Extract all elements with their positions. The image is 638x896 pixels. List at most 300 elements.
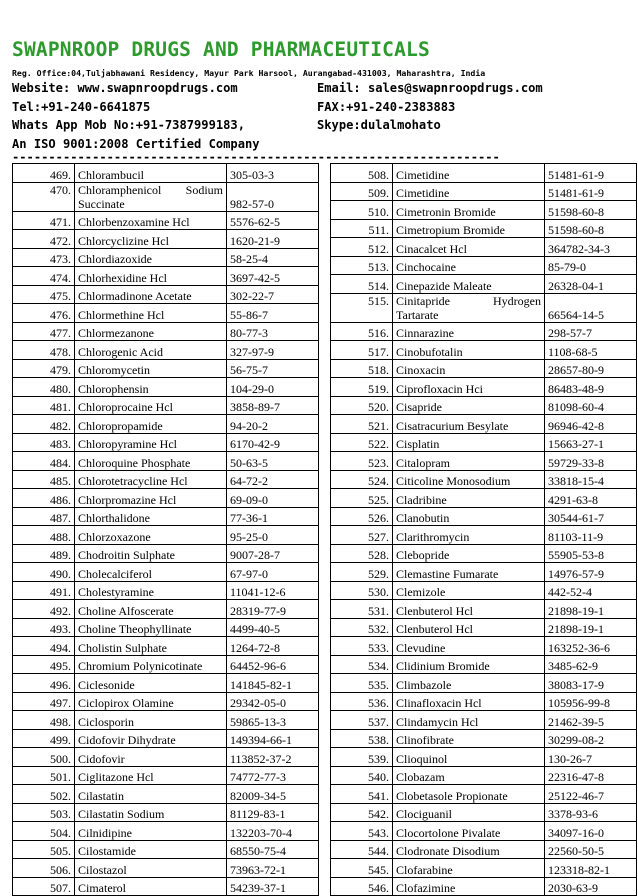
table-row — [331, 766, 637, 785]
cas-number: 1264-72-8 — [227, 637, 319, 656]
drug-name: Cimetidine — [393, 164, 545, 183]
cas-number: 51481-61-9 — [545, 164, 637, 183]
cas-number: 9007-28-7 — [227, 544, 319, 563]
drug-name: Choline Alfoscerate — [75, 600, 227, 619]
drug-name: Citalopram — [393, 452, 545, 471]
drug-name: Clioquinol — [393, 748, 545, 767]
cas-number: 33818-15-4 — [545, 470, 637, 489]
table-row — [331, 341, 637, 360]
skype: Skype:dulalmohato — [317, 118, 441, 132]
row-number: 531. — [331, 600, 393, 619]
row-number: 482. — [13, 415, 75, 434]
table-row — [331, 581, 637, 600]
drug-name: Ciclosporin — [75, 711, 227, 730]
drug-name: Clenbuterol Hcl — [393, 600, 545, 619]
cas-number: 3485-62-9 — [545, 655, 637, 674]
drug-name: Ciclesonide — [75, 674, 227, 693]
table-row — [13, 618, 319, 637]
row-number: 519. — [331, 378, 393, 397]
letterhead — [12, 38, 632, 167]
row-number: 528. — [331, 544, 393, 563]
row-number: 535. — [331, 674, 393, 693]
cas-number: 298-57-7 — [545, 322, 637, 341]
drug-name: Clenbuterol Hcl — [393, 618, 545, 637]
drug-name: Chromium Polynicotinate — [75, 655, 227, 674]
row-number: 538. — [331, 729, 393, 748]
cas-number: 113852-37-2 — [227, 748, 319, 767]
drug-name: Clociguanil — [393, 803, 545, 822]
cas-number: 5576-62-5 — [227, 211, 319, 230]
table-row — [13, 674, 319, 693]
table-row — [13, 489, 319, 508]
drug-name: Climbazole — [393, 674, 545, 693]
row-number: 481. — [13, 396, 75, 415]
row-number: 498. — [13, 711, 75, 730]
cas-number: 1620-21-9 — [227, 230, 319, 249]
drug-name: Cilnidipine — [75, 822, 227, 841]
drug-name: Chlorzoxazone — [75, 526, 227, 545]
cas-number: 85-79-0 — [545, 256, 637, 275]
drug-name: Cholistin Sulphate — [75, 637, 227, 656]
table-row — [13, 785, 319, 804]
drug-name: Cinchocaine — [393, 256, 545, 275]
drug-name: Cidofovir Dihydrate — [75, 729, 227, 748]
fax: FAX:+91-240-2383883 — [317, 99, 456, 114]
cas-number: 81103-11-9 — [545, 526, 637, 545]
cas-number: 82009-34-5 — [227, 785, 319, 804]
drug-name: Chlormadinone Acetate — [75, 285, 227, 304]
drug-name: Chloroprocaine Hcl — [75, 396, 227, 415]
table-row — [13, 600, 319, 619]
drug-name: Ciprofloxacin Hci — [393, 378, 545, 397]
drug-name: Chodroitin Sulphate — [75, 544, 227, 563]
cas-number: 2030-63-9 — [545, 877, 637, 896]
drug-name: Cinoxacin — [393, 359, 545, 378]
table-row — [331, 803, 637, 822]
cas-number: 11041-12-6 — [227, 581, 319, 600]
cas-number: 59729-33-8 — [545, 452, 637, 471]
table-row — [13, 859, 319, 878]
table-row — [13, 470, 319, 489]
table-row — [331, 164, 637, 183]
iso-certification: An ISO 9001:2008 Certified Company — [12, 136, 260, 151]
row-number: 478. — [13, 341, 75, 360]
drug-name: Chlorophensin — [75, 378, 227, 397]
table-row — [13, 766, 319, 785]
cas-number: 1108-68-5 — [545, 341, 637, 360]
row-number: 469. — [13, 164, 75, 183]
row-number: 537. — [331, 711, 393, 730]
row-number: 476. — [13, 304, 75, 323]
drug-name: Cinepazide Maleate — [393, 275, 545, 294]
table-row — [13, 526, 319, 545]
drug-name: Clobetasole Propionate — [393, 785, 545, 804]
table-row — [331, 785, 637, 804]
table-row — [13, 729, 319, 748]
row-number: 472. — [13, 230, 75, 249]
drug-name-line1: Cinitapride Hydrogen — [396, 293, 541, 308]
drug-name: Clodronate Disodium — [393, 840, 545, 859]
row-number: 475. — [13, 285, 75, 304]
drug-name: Chlorbenzoxamine Hcl — [75, 211, 227, 230]
row-number: 505. — [13, 840, 75, 859]
row-number: 510. — [331, 201, 393, 220]
drug-name: Clidinium Bromide — [393, 655, 545, 674]
drug-table-right — [330, 163, 637, 896]
row-number: 486. — [13, 489, 75, 508]
drug-name: Cidofovir — [75, 748, 227, 767]
row-number: 496. — [13, 674, 75, 693]
drug-name: Clofazimine — [393, 877, 545, 896]
drug-name: Cilastatin Sodium — [75, 803, 227, 822]
drug-name: Cimaterol — [75, 877, 227, 896]
drug-name-line1: Chloramphenicol Sodium — [78, 182, 223, 197]
drug-name: Ciglitazone Hcl — [75, 766, 227, 785]
row-number: 517. — [331, 341, 393, 360]
cas-number: 28657-80-9 — [545, 359, 637, 378]
row-number: 484. — [13, 452, 75, 471]
drug-name: Clemastine Fumarate — [393, 563, 545, 582]
table-row — [13, 304, 319, 323]
cas-number: 22316-47-8 — [545, 766, 637, 785]
drug-name-line2: Tartarate — [396, 307, 439, 322]
table-row — [13, 563, 319, 582]
row-number: 521. — [331, 415, 393, 434]
table-row — [13, 248, 319, 267]
row-number: 487. — [13, 507, 75, 526]
table-row — [331, 433, 637, 452]
drug-name: Cimetronin Bromide — [393, 201, 545, 220]
drug-name: Citicoline Monosodium — [393, 470, 545, 489]
table-row — [331, 219, 637, 238]
table-row — [331, 201, 637, 220]
table-row — [331, 415, 637, 434]
row-number: 532. — [331, 618, 393, 637]
drug-name — [75, 182, 227, 211]
row-number: 544. — [331, 840, 393, 859]
table-row — [13, 267, 319, 286]
cas-number: 22560-50-5 — [545, 840, 637, 859]
cas-number: 442-52-4 — [545, 581, 637, 600]
row-number: 479. — [13, 359, 75, 378]
table-row — [331, 526, 637, 545]
cas-number: 67-97-0 — [227, 563, 319, 582]
table-row — [331, 489, 637, 508]
drug-name: Cinnarazine — [393, 322, 545, 341]
cas-number: 38083-17-9 — [545, 674, 637, 693]
whatsapp: Whats App Mob No:+91-7387999183, — [12, 118, 245, 132]
cas-number: 15663-27-1 — [545, 433, 637, 452]
table-row — [13, 877, 319, 896]
table-row — [13, 211, 319, 230]
cas-number: 50-63-5 — [227, 452, 319, 471]
row-number: 499. — [13, 729, 75, 748]
company-title: SWAPNROOP DRUGS AND PHARMACEUTICALS — [12, 38, 430, 61]
cas-number: 56-75-7 — [227, 359, 319, 378]
table-row — [13, 452, 319, 471]
cas-number: 4291-63-8 — [545, 489, 637, 508]
row-number: 540. — [331, 766, 393, 785]
table-row — [13, 581, 319, 600]
cas-number: 51598-60-8 — [545, 219, 637, 238]
drug-name: Chlorambucil — [75, 164, 227, 183]
row-number: 542. — [331, 803, 393, 822]
row-number: 530. — [331, 581, 393, 600]
drug-name: Clebopride — [393, 544, 545, 563]
cas-number: 132203-70-4 — [227, 822, 319, 841]
table-row — [331, 711, 637, 730]
table-row — [13, 840, 319, 859]
contact-row-web — [12, 79, 632, 98]
cas-number: 59865-13-3 — [227, 711, 319, 730]
cas-number: 30544-61-7 — [545, 507, 637, 526]
drug-name: Cimetropium Bromide — [393, 219, 545, 238]
cas-number: 141845-82-1 — [227, 674, 319, 693]
cas-number: 130-26-7 — [545, 748, 637, 767]
drug-name: Chloropropamide — [75, 415, 227, 434]
table-row — [13, 396, 319, 415]
cas-number: 66564-14-5 — [545, 293, 637, 322]
table-row — [331, 275, 637, 294]
row-number: 492. — [13, 600, 75, 619]
cas-number: 74772-77-3 — [227, 766, 319, 785]
table-row — [13, 433, 319, 452]
drug-name: Cholestyramine — [75, 581, 227, 600]
cas-number: 104-29-0 — [227, 378, 319, 397]
drug-name: Chlorcyclizine Hcl — [75, 230, 227, 249]
row-number: 523. — [331, 452, 393, 471]
drug-name: Clemizole — [393, 581, 545, 600]
cas-number: 364782-34-3 — [545, 238, 637, 257]
table-row — [331, 618, 637, 637]
table-row — [13, 164, 319, 183]
drug-name: Chlordiazoxide — [75, 248, 227, 267]
drug-name: Chlormethine Hcl — [75, 304, 227, 323]
row-number: 524. — [331, 470, 393, 489]
cas-number: 58-25-4 — [227, 248, 319, 267]
cas-number: 149394-66-1 — [227, 729, 319, 748]
cas-number: 81098-60-4 — [545, 396, 637, 415]
table-row — [331, 877, 637, 896]
email[interactable]: Email: sales@swapnroopdrugs.com — [317, 81, 543, 95]
table-row — [331, 256, 637, 275]
row-number: 512. — [331, 238, 393, 257]
cas-number: 95-25-0 — [227, 526, 319, 545]
cas-number: 305-03-3 — [227, 164, 319, 183]
cas-number: 68550-75-4 — [227, 840, 319, 859]
drug-name: Chlormezanone — [75, 322, 227, 341]
cas-number: 30299-08-2 — [545, 729, 637, 748]
table-row — [13, 637, 319, 656]
table-row — [331, 637, 637, 656]
table-row — [13, 322, 319, 341]
cas-number: 3858-89-7 — [227, 396, 319, 415]
drug-name: Chloropyramine Hcl — [75, 433, 227, 452]
row-number: 545. — [331, 859, 393, 878]
table-row — [331, 544, 637, 563]
cas-number: 123318-82-1 — [545, 859, 637, 878]
drug-name: Chlorpromazine Hcl — [75, 489, 227, 508]
drug-name: Chloromycetin — [75, 359, 227, 378]
row-number: 474. — [13, 267, 75, 286]
table-row — [331, 293, 637, 322]
row-number: 473. — [13, 248, 75, 267]
row-number: 506. — [13, 859, 75, 878]
table-row — [13, 359, 319, 378]
row-number: 507. — [13, 877, 75, 896]
table-row — [13, 711, 319, 730]
cas-number: 64-72-2 — [227, 470, 319, 489]
cas-number: 54239-37-1 — [227, 877, 319, 896]
row-number: 539. — [331, 748, 393, 767]
row-number: 483. — [13, 433, 75, 452]
row-number: 489. — [13, 544, 75, 563]
table-row — [331, 674, 637, 693]
table-row — [331, 655, 637, 674]
table-row — [13, 507, 319, 526]
row-number: 514. — [331, 275, 393, 294]
drug-name: Cisatracurium Besylate — [393, 415, 545, 434]
row-number: 508. — [331, 164, 393, 183]
drug-name: Chlorogenic Acid — [75, 341, 227, 360]
row-number: 477. — [13, 322, 75, 341]
table-row — [331, 182, 637, 201]
row-number: 504. — [13, 822, 75, 841]
row-number: 518. — [331, 359, 393, 378]
row-number: 491. — [13, 581, 75, 600]
row-number: 480. — [13, 378, 75, 397]
cas-number: 77-36-1 — [227, 507, 319, 526]
drug-name: Clinafloxacin Hcl — [393, 692, 545, 711]
drug-name: Cladribine — [393, 489, 545, 508]
row-number: 526. — [331, 507, 393, 526]
row-number: 490. — [13, 563, 75, 582]
row-number: 495. — [13, 655, 75, 674]
row-number: 509. — [331, 182, 393, 201]
row-number: 488. — [13, 526, 75, 545]
drug-name: Cisplatin — [393, 433, 545, 452]
drug-name: Chlorhexidine Hcl — [75, 267, 227, 286]
cas-number: 51598-60-8 — [545, 201, 637, 220]
row-number: 534. — [331, 655, 393, 674]
table-row — [331, 748, 637, 767]
cas-number: 3378-93-6 — [545, 803, 637, 822]
cas-number: 6170-42-9 — [227, 433, 319, 452]
cas-number: 51481-61-9 — [545, 182, 637, 201]
row-number: 493. — [13, 618, 75, 637]
cas-number: 73963-72-1 — [227, 859, 319, 878]
drug-name: Clobazam — [393, 766, 545, 785]
row-number: 541. — [331, 785, 393, 804]
drug-name: Chlorthalidone — [75, 507, 227, 526]
drug-name: Clarithromycin — [393, 526, 545, 545]
cas-number: 55905-53-8 — [545, 544, 637, 563]
cas-number: 163252-36-6 — [545, 637, 637, 656]
cas-number: 14976-57-9 — [545, 563, 637, 582]
telephone: Tel:+91-240-6641875 — [12, 99, 151, 114]
table-row — [331, 859, 637, 878]
table-row — [331, 322, 637, 341]
row-number: 525. — [331, 489, 393, 508]
table-row — [13, 544, 319, 563]
table-row — [331, 396, 637, 415]
cas-number: 94-20-2 — [227, 415, 319, 434]
cas-number: 69-09-0 — [227, 489, 319, 508]
row-number: 497. — [13, 692, 75, 711]
table-row — [13, 803, 319, 822]
cas-number: 80-77-3 — [227, 322, 319, 341]
divider-rule: ------------------------------------------------------------------- — [12, 153, 500, 164]
drug-name: Cilastatin — [75, 785, 227, 804]
cas-number: 4499-40-5 — [227, 618, 319, 637]
table-row — [331, 359, 637, 378]
cas-number: 21898-19-1 — [545, 618, 637, 637]
table-row — [13, 692, 319, 711]
drug-name: Ciclopirox Olamine — [75, 692, 227, 711]
row-number: 471. — [13, 211, 75, 230]
drug-name: Cinacalcet Hcl — [393, 238, 545, 257]
drug-name: Choline Theophyllinate — [75, 618, 227, 637]
cas-number: 81129-83-1 — [227, 803, 319, 822]
drug-name: Chloroquine Phosphate — [75, 452, 227, 471]
row-number: 485. — [13, 470, 75, 489]
row-number: 527. — [331, 526, 393, 545]
drug-table-left — [12, 163, 319, 896]
table-row — [13, 415, 319, 434]
drug-name: Clanobutin — [393, 507, 545, 526]
drug-name: Clindamycin Hcl — [393, 711, 545, 730]
table-row — [13, 285, 319, 304]
row-number: 494. — [13, 637, 75, 656]
row-number: 502. — [13, 785, 75, 804]
drug-name: Clinofibrate — [393, 729, 545, 748]
contact-row-messaging — [12, 116, 632, 135]
drug-name: Clevudine — [393, 637, 545, 656]
drug-name: Clofarabine — [393, 859, 545, 878]
row-number: 536. — [331, 692, 393, 711]
row-number: 516. — [331, 322, 393, 341]
table-row — [13, 822, 319, 841]
cas-number: 25122-46-7 — [545, 785, 637, 804]
contact-row-phone — [12, 98, 632, 117]
website[interactable]: Website: www.swapnroopdrugs.com — [12, 81, 238, 95]
row-number: 546. — [331, 877, 393, 896]
row-number: 543. — [331, 822, 393, 841]
cas-number: 982-57-0 — [227, 182, 319, 211]
drug-name: Cilostamide — [75, 840, 227, 859]
table-row — [13, 230, 319, 249]
drug-name: Cholecalciferol — [75, 563, 227, 582]
table-row — [13, 378, 319, 397]
row-number: 529. — [331, 563, 393, 582]
cas-number: 302-22-7 — [227, 285, 319, 304]
row-number: 513. — [331, 256, 393, 275]
cas-number: 3697-42-5 — [227, 267, 319, 286]
drug-name: Cilostazol — [75, 859, 227, 878]
drug-name-line2: Succinate — [78, 196, 125, 211]
cas-number: 28319-77-9 — [227, 600, 319, 619]
drug-name — [393, 293, 545, 322]
row-number: 533. — [331, 637, 393, 656]
table-row — [331, 238, 637, 257]
drug-name: Clocortolone Pivalate — [393, 822, 545, 841]
table-row — [331, 470, 637, 489]
table-row — [331, 729, 637, 748]
table-row — [331, 507, 637, 526]
cas-number: 86483-48-9 — [545, 378, 637, 397]
row-number: 501. — [13, 766, 75, 785]
registered-office: Reg. Office:04,Tuljabhawani Residency, Mayur Park Harsool, Aurangabad-431003, Maharashtra, India — [12, 68, 486, 78]
